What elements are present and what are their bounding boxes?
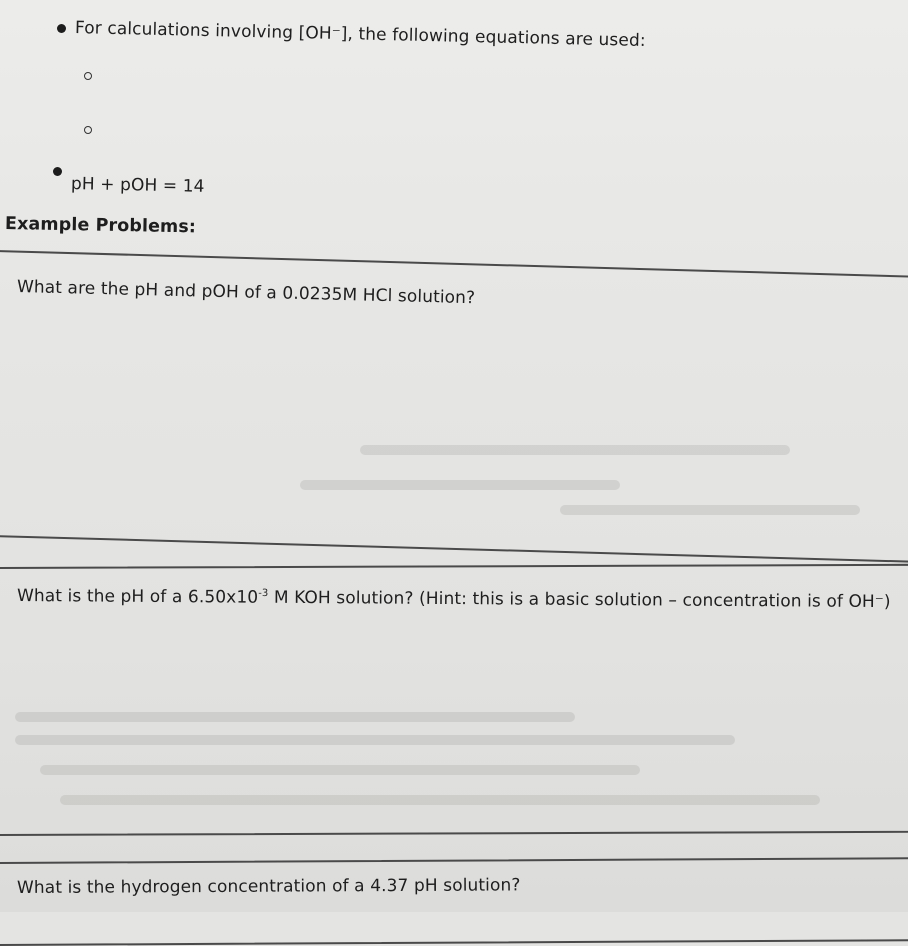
problem-1-question: What are the pH and pOH of a 0.0235M HCl solution? — [16, 277, 476, 309]
faint-erased-writing — [60, 795, 820, 805]
oh-equations-intro: For calculations involving [OH⁻], the following equations are used: — [74, 18, 646, 51]
problem-answer-box — [0, 857, 908, 946]
faint-erased-writing — [560, 505, 860, 515]
bullet-dot — [53, 167, 62, 176]
faint-erased-writing — [40, 765, 640, 775]
faint-erased-writing — [15, 735, 735, 745]
problem-2-coefficient: 6.50x10 — [187, 587, 259, 608]
faint-erased-writing — [300, 480, 620, 490]
problem-2-prefix: What is the pH of a — [16, 586, 189, 608]
ph-poh-equation: pH + pOH = 14 — [70, 174, 205, 197]
problem-3-question: What is the hydrogen concentration of a 4.37 pH solution? — [16, 875, 521, 898]
problem-2-suffix: M KOH solution? (Hint: this is a basic solution – concentration is of OH⁻) — [268, 587, 891, 613]
faint-erased-writing — [360, 445, 790, 455]
empty-sub-bullet — [84, 126, 92, 134]
faint-erased-writing — [15, 712, 575, 722]
example-problems-heading: Example Problems: — [4, 214, 197, 238]
bullet-dot — [57, 24, 66, 33]
problem-2-exponent: -3 — [258, 588, 269, 600]
empty-sub-bullet — [84, 72, 92, 80]
